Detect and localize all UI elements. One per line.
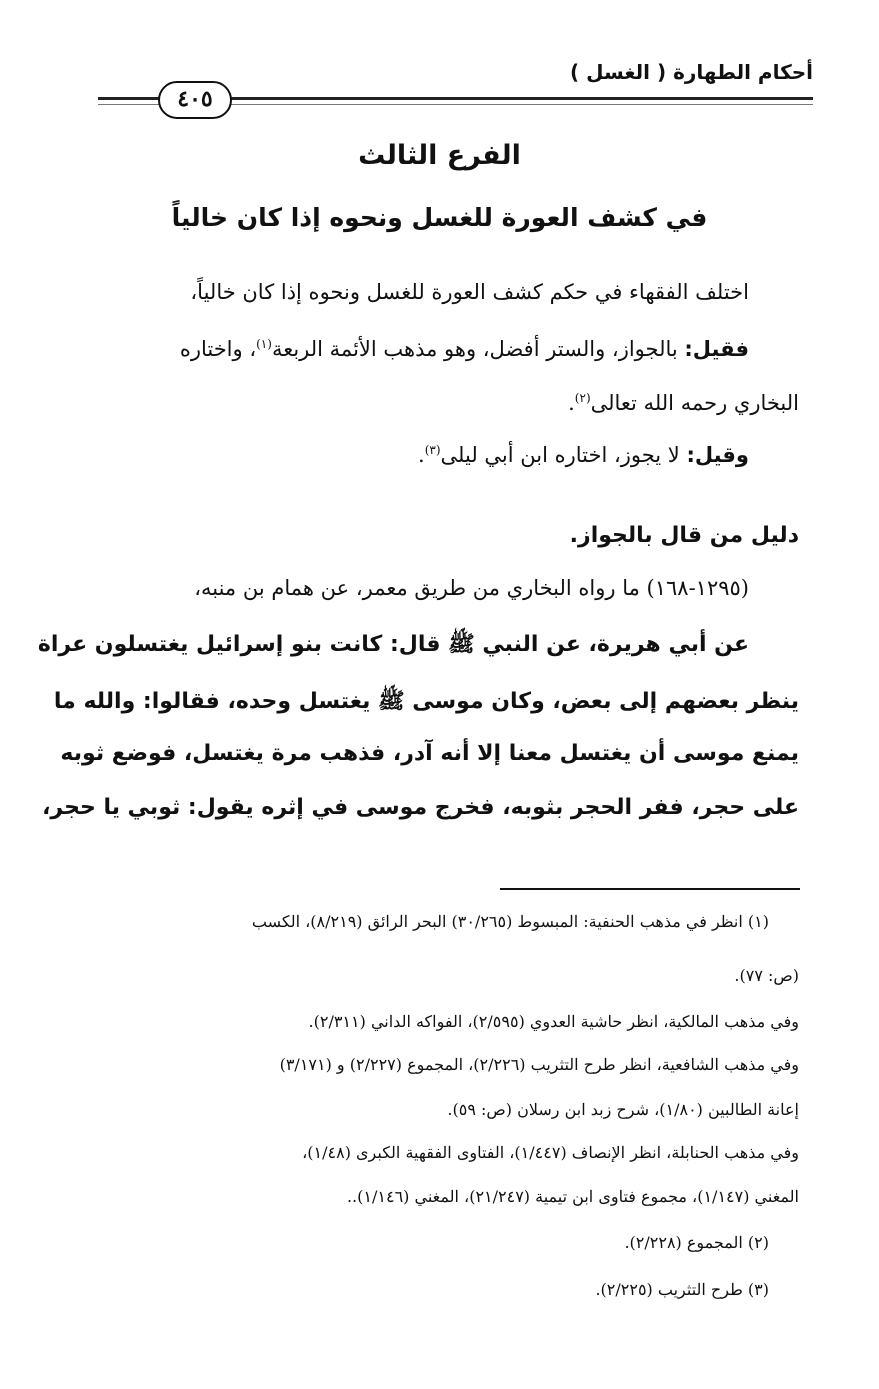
opinion-label: وقيل: <box>686 443 749 467</box>
footnote-line: (٢) المجموع (٢/٢٢٨). <box>624 1233 769 1252</box>
hadith-line: عن أبي هريرة، عن النبي ﷺ قال: كانت بنو إسرائيل يغتسلون عراة <box>37 632 749 657</box>
running-header-title: أحكام الطهارة ( الغسل ) <box>570 60 813 84</box>
footnote-line: وفي مذهب المالكية، انظر حاشية العدوي (٢/٥٩٥)، الفواكه الداني (٢/٣١١). <box>308 1012 799 1031</box>
footnote-line: المغني (١/١٤٧)، مجموع فتاوى ابن تيمية (٢١/٢٤٧)، المغني (١/١٤٦).. <box>346 1187 799 1206</box>
paragraph-text: لا يجوز، اختاره ابن أبي ليلى <box>440 443 687 467</box>
footnote-line: (٣) طرح التثريب (٢/٢٢٥). <box>595 1280 769 1299</box>
hadith-line: يمنع موسى أن يغتسل معنا إلا أنه آدر، فذهب مرة يغتسل، فوضع ثوبه <box>60 741 799 766</box>
hadith-intro: (١٢٩٥-١٦٨) ما رواه البخاري من طريق معمر، عن همام بن منبه، <box>194 576 749 600</box>
footnote-ref[interactable]: (١) <box>256 337 272 351</box>
paragraph-line <box>180 337 749 361</box>
section-heading: الفرع الثالث <box>358 140 521 171</box>
footnote-line: (١) انظر في مذهب الحنفية: المبسوط (٣٠/٢٦٥) البحر الرائق (٨/٢١٩)، الكسب <box>251 912 769 931</box>
footnote-line: (ص: ٧٧). <box>734 966 799 985</box>
hadith-line: على حجر، ففر الحجر بثوبه، فخرج موسى في إثره يقول: ثوبي يا حجر، <box>42 795 799 820</box>
paragraph-text: البخاري رحمه الله تعالى <box>590 391 799 415</box>
hadith-line: ينظر بعضهم إلى بعض، وكان موسى ﷺ يغتسل وحده، فقالوا: والله ما <box>53 689 799 714</box>
section-subheading: في كشف العورة للغسل ونحوه إذا كان خالياً <box>171 203 708 232</box>
footnote-ref[interactable]: (٣) <box>424 443 441 457</box>
paragraph-line <box>568 391 799 415</box>
footnote-separator <box>500 888 800 890</box>
evidence-heading: دليل من قال بالجواز. <box>569 523 799 548</box>
paragraph-line <box>418 443 749 467</box>
page-number: ٤٠٥ <box>158 81 232 119</box>
footnote-line: إعانة الطالبين (١/٨٠)، شرح زبد ابن رسلان (ص: ٥٩). <box>447 1100 799 1119</box>
paragraph-text: . <box>568 391 575 415</box>
opinion-label: فقيل: <box>684 337 749 361</box>
footnote-line: وفي مذهب الحنابلة، انظر الإنصاف (١/٤٤٧)، الفتاوى الفقهية الكبرى (١/٤٨)، <box>302 1143 799 1162</box>
footnote-ref[interactable]: (٢) <box>574 391 591 405</box>
paragraph-line: اختلف الفقهاء في حكم كشف العورة للغسل ونحوه إذا كان خالياً، <box>190 280 749 304</box>
paragraph-text: بالجواز، والستر أفضل، وهو مذهب الأئمة الربعة <box>271 337 685 361</box>
paragraph-text: ، واختاره <box>179 337 257 361</box>
paragraph-text: . <box>418 443 425 467</box>
footnote-line: وفي مذهب الشافعية، انظر طرح التثريب (٢/٢٢٦)، المجموع (٢/٢٢٧) و (٣/١٧١) <box>279 1055 799 1074</box>
